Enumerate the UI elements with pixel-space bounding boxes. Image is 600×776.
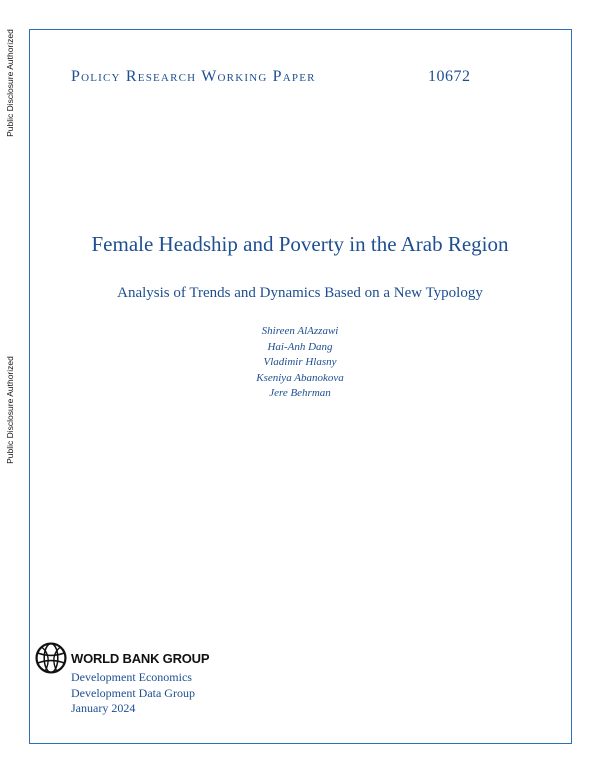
disclosure-label-top-text: Public Disclosure Authorized	[5, 29, 16, 137]
paper-title: Female Headship and Poverty in the Arab Region	[91, 232, 509, 256]
world-bank-globe-icon	[34, 641, 68, 675]
author-name: Vladimir Hlasny	[263, 356, 337, 368]
paper-subtitle: Analysis of Trends and Dynamics Based on a New Typology	[117, 285, 483, 301]
disclosure-label-middle-text: Public Disclosure Authorized	[5, 356, 16, 464]
paper-number: 10672	[428, 68, 471, 85]
publisher-affiliation	[71, 670, 195, 717]
department-line: Development Economics	[71, 670, 192, 684]
department-line: Development Data Group	[71, 685, 195, 700]
disclosure-label-top	[0, 18, 20, 148]
author-name: Kseniya Abanokova	[256, 371, 344, 384]
author-list	[0, 324, 600, 402]
series-name: Policy Research Working Paper	[71, 68, 316, 85]
publication-date: January 2024	[71, 701, 136, 715]
publisher-name: WORLD BANK GROUP	[71, 651, 210, 666]
author-name: Jere Behrman	[269, 387, 331, 399]
author-name: Shireen AlAzzawi	[261, 325, 339, 337]
author-name: Hai-Anh Dang	[267, 340, 333, 353]
